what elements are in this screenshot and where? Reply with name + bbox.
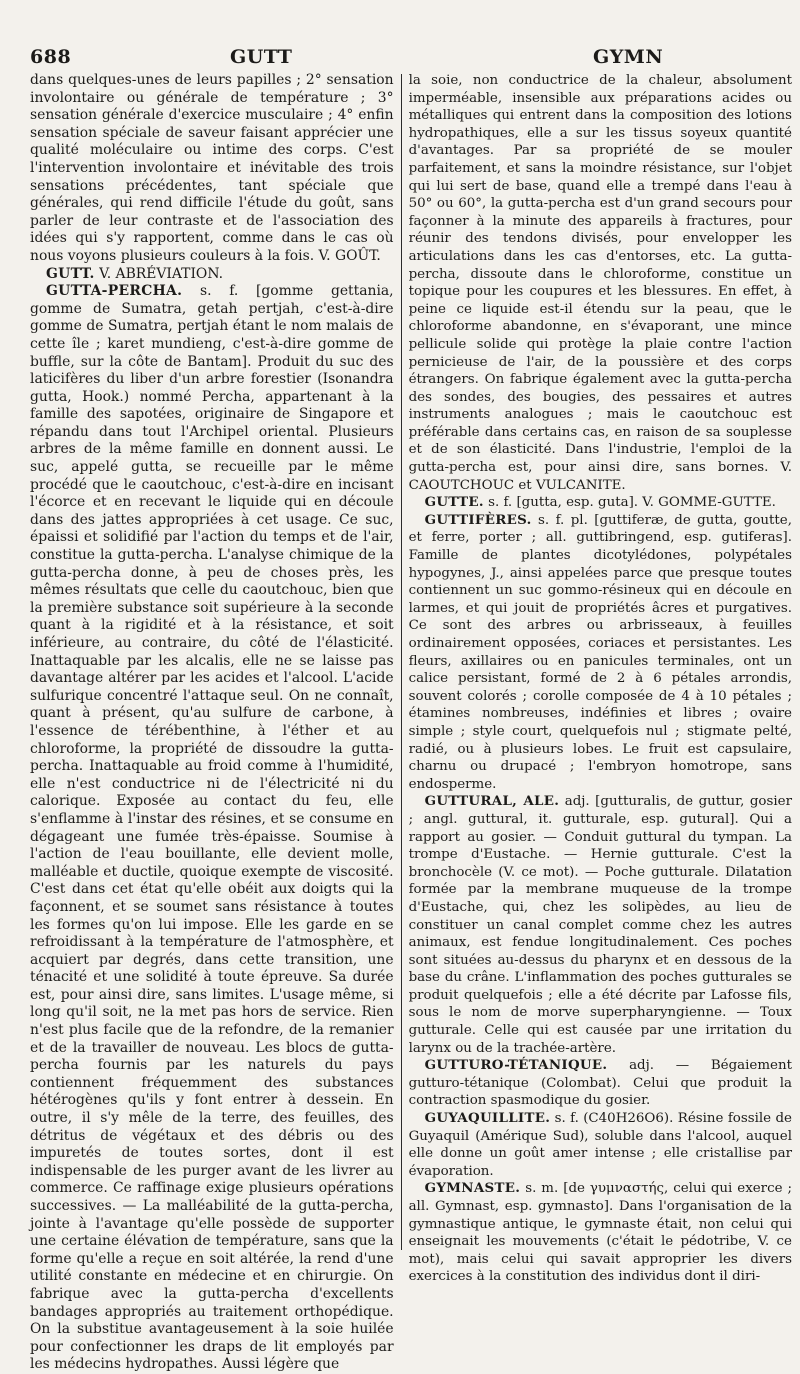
right-column	[409, 72, 792, 1374]
entry-text: V. ABRÉVIATION.	[94, 265, 223, 282]
headword: GUTTIFÈRES.	[424, 511, 532, 528]
left-column	[30, 72, 394, 1374]
page-header	[30, 42, 792, 68]
continued-paragraph: la soie, non conductrice de la chaleur, absolument imperméable, insensible aux préparations acides ou métalliques qui entrent dans la composition des lotions hydropathiques, elle a sur les tissus soyeux quantité d'avantages. Par sa propriété de se mouler parfaitement, et sans la moindre résistance, sur l'objet qui lui sert de base, quand elle a trempé dans l'eau à 50° ou 60°, la gutta-percha est d'un grand secours pour façonner à la minute des appareils à fractures, pour réunir des tendons divisés, pour envelopper les articulations dans les cas d'entorses, etc. La gutta-percha, dissoute dans le chloroforme, constitue un topique pour les coupures et les blessures. En effet, à peine ce liquide est-il étendu sur la peau, que le chloroforme abandonne, en s'évaporant, une mince pellicule solide qui protège la plaie contre l'action pernicieuse de l'air, de la poussière et des corps étrangers. On fabrique également avec la gutta-percha des sondes, des bougies, des pessaires et autres instruments analogues ; mais le caoutchouc est préférable dans certains cas, en raison de sa souplesse et de son élasticité. Dans l'industrie, l'emploi de la gutta-percha est, pour ainsi dire, sans bornes. V. CAOUTCHOUC et VULCANITE.	[408, 73, 792, 493]
entry-text: s. f. [gutta, esp. guta]. V. GOMME-GUTTE.	[483, 495, 776, 511]
right-running-headword: GYMN	[593, 46, 664, 68]
column-divider	[401, 74, 402, 1250]
entry-gymnaste	[409, 1180, 792, 1286]
entry-text: adj. — Bégaiement gutturo-tétanique (Colombat). Celui que produit la contraction spasmodique du gosier.	[408, 1058, 792, 1109]
entry-guyaquillite	[409, 1110, 792, 1180]
headword: GUTTE.	[424, 494, 484, 511]
left-running-headword: GUTT	[230, 46, 293, 68]
entry-text: s. f. pl. [guttiferæ, de gutta, goutte, et ferre, porter ; all. guttibringend, esp. gutiferas]. Famille de plantes dicotylédones, polypétales hypogynes, J., ainsi appelées parce que presque toutes contiennent un suc gommo-résineux qui en découle en larmes, et qui jouit de propriétés âcres et purgatives. Ce sont des arbres ou arbrisseaux, à feuilles ordinairement opposées, coriaces et persistantes. Les fleurs, axillaires ou en panicules terminales, ont un calice persistant, formé de 2 à 6 pétales arrondis, souvent colorés ; corolle composée de 4 à 10 pétales ; étamines nombreuses, indéfinies et libres ; ovaire simple ; style court, quelquefois nul ; stigmate pelté, radié, ou à plusieurs lobes. Le fruit est capsulaire, charnu ou drupacé ; l'embryon homotrope, sans endosperme.	[408, 512, 792, 792]
headword: GUTTURO-TÉTANIQUE.	[424, 1057, 608, 1074]
entry-text: s. m. [de γυμναστής, celui qui exerce ; all. Gymnast, esp. gymnasto]. Dans l'organisation de la gymnastique antique, le gymnaste était, non celui qui enseignait les mouvements (c'était le pédotribe, V. ce mot), mais celui qui savait approprier les divers exercices à la constitution des individus dont il diri-	[408, 1181, 792, 1285]
entry-guttural	[409, 793, 792, 1057]
entry-gutta-percha	[30, 283, 394, 1374]
headword: GYMNASTE.	[424, 1180, 521, 1197]
headword: GUYAQUILLITE.	[424, 1110, 551, 1127]
headword: GUTTA-PERCHA.	[46, 283, 183, 300]
page-number: 688	[30, 46, 72, 68]
text-columns	[30, 72, 792, 1374]
entry-text: adj. [gutturalis, de guttur, gosier ; angl. guttural, it. gutturale, esp. gutural]. Qui a rapport au gosier. — Conduit guttural du tympan. La trompe d'Eustache. — Hernie gutturale. C'est la bronchocèle (V. ce mot). — Poche gutturale. Dilatation formée par la membrane muqueuse de la trompe d'Eustache, qui, chez les solipèdes, au lieu de constituer un canal complet comme chez les autres animaux, est fendue longitudinalement. Ces poches sont situées au-dessus du pharynx et en dessous de la base du crâne. L'inflammation des poches gutturales se produit quelquefois ; elle a été décrite par Lafosse fils, sous le nom de morve superpharyngienne. — Toux gutturale. Celle qui est causée par une irritation du larynx ou de la trachée-artère.	[408, 794, 792, 1056]
headword: GUTTURAL, ALE.	[424, 793, 560, 810]
entry-gutturo-tetanique	[409, 1057, 792, 1110]
entry-guttiferes	[409, 512, 792, 794]
entry-gutt	[30, 266, 394, 284]
entry-gutte	[409, 494, 792, 512]
headword: GUTT.	[46, 265, 95, 282]
entry-text: s. f. [gomme gettania, gomme de Sumatra, getah pertjah, c'est-à-dire gomme de Sumatra, pertjah étant le nom malais de cette île ; karet mundieng, c'est-à-dire gomme de buffle, sur la côte de Bantam]. Produit du suc des laticifères du liber d'un arbre forestier (Isonandra gutta, Hook.) nommé Percha, appartenant à la famille des sapotées, originaire de Singapore et répandu dans tout l'Archipel oriental. Plusieurs arbres de la même famille en donnent aussi. Le suc, appelé gutta, se recueille par le même procédé que le caoutchouc, c'est-à-dire en incisant l'écorce et en recevant le liquide qui en découle dans des jattes appropriées à cet usage. Ce suc, épaissi et solidifié par l'action du temps et de l'air, constitue la gutta-percha. L'analyse chimique de la gutta-percha donne, à peu de choses près, les mêmes résultats que celle du caoutchouc, bien que la première substance soit supérieure à la seconde quant à la rigidité et à la résistance, et soit inférieure, au contraire, du côté de l'élasticité. Inattaquable par les alcalis, elle ne se laisse pas davantage altérer par les acides et l'alcool. L'acide sulfurique concentré l'attaque seul. On ne connaît, quant à présent, qu'au sulfure de carbone, à l'essence de térébenthine, à l'éther et au chloroforme, la propriété de dissoudre la gutta-percha. Inattaquable au froid comme à l'humidité, elle n'est conductrice ni de l'électricité ni du calorique. Exposée au contact du feu, elle s'enflamme à l'instar des résines, et se consume en dégageant une fumée très-épaisse. Soumise à l'action de l'eau bouillante, elle devient molle, malléable et ductile, quoique exempte de viscosité. C'est dans cet état qu'elle obéit aux doigts qui la façonnent, et se soumet sans résistance à toutes les formes qu'on lui impose. Elle les garde en se refroidissant à la température de l'atmosphère, et acquiert par degrés, dans cette transition, une ténacité et une solidité à toute épreuve. Sa durée est, pour ainsi dire, sans limites. L'usage même, si long qu'il soit, ne la met pas hors de service. Rien n'est plus facile que de la refondre, de la remanier et de la travailler de nouveau. Les blocs de gutta-percha fournis par les naturels du pays contiennent fréquemment des substances hétérogènes qu'ils y font entrer à dessein. En outre, il s'y mêle de la terre, des feuilles, des détritus de végétaux et des débris ou des impuretés de toutes sortes, dont il est indispensable de les purger avant de les livrer au commerce. Ce raffinage exige plusieurs opérations successives. — La malléabilité de la gutta-percha, jointe à l'avantage qu'elle possède de supporter une certaine élévation de température, sans que la forme qu'elle a reçue en soit altérée, la rend d'une utilité constante en médecine et en chirurgie. On fabrique avec la gutta-percha d'excellents bandages appropriés au traitement orthopédique. On la substitue avantageusement à la soie huilée pour confectionner les draps de lit employés par les médecins hydropathes. Aussi légère que	[30, 283, 394, 1373]
entry-text: s. f. (C40H26O6). Résine fossile de Guyaquil (Amérique Sud), soluble dans l'alcool, auquel elle donne un goût amer intense ; elle cristallise par évaporation.	[408, 1111, 792, 1179]
continued-paragraph: dans quelques-unes de leurs papilles ; 2° sensation involontaire ou générale de température ; 3° sensation générale d'exercice musculaire ; 4° enfin sensation spéciale de saveur faisant apprécier une qualité moléculaire ou intime des corps. C'est l'intervention involontaire et inévitable des trois sensations précédentes, tant spéciale que générales, qui rend difficile l'étude du goût, sans parler de leur contraste et de l'association des idées qui s'y rapportent, comme dans le cas où nous voyons plusieurs couleurs à la fois. V. GOÛT.	[30, 72, 394, 264]
